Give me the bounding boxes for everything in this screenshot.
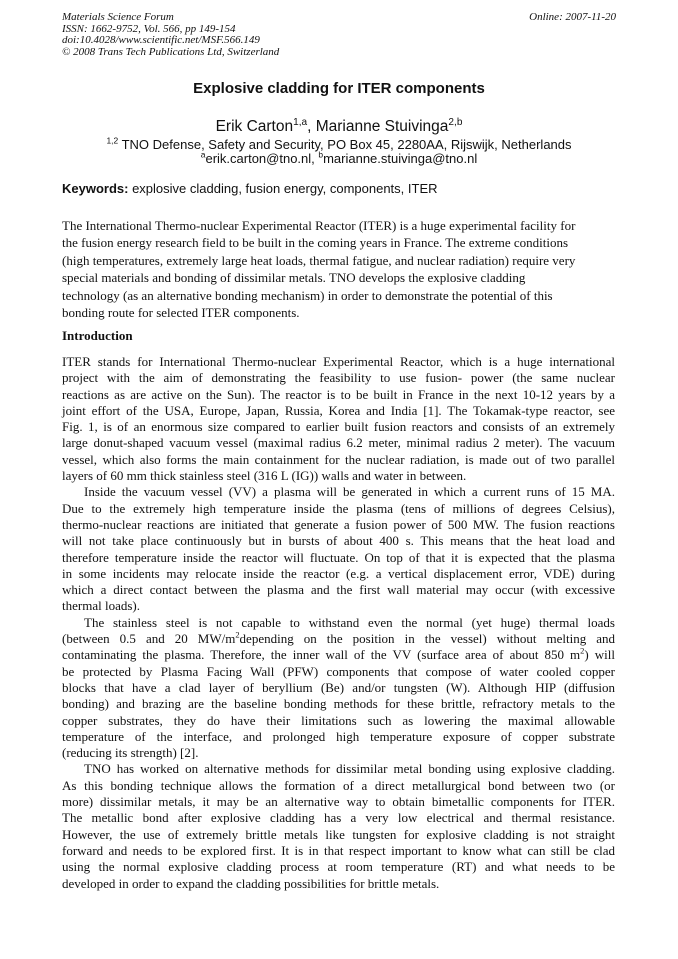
text-line: ITER stands for International Thermo-nuclear Experimental Reactor, which is a huge international bbox=[62, 354, 615, 369]
paragraph bbox=[62, 761, 615, 891]
text-line: The metallic bond after explosive cladding has a very low electrical and thermal resistance. bbox=[62, 810, 615, 826]
text-line: forward and needs to be explored first. It is in that respect important to know what can still be clad bbox=[62, 842, 615, 858]
text-line: copper substrates, they do have their limitations such as lowering the maximal allowable bbox=[62, 712, 615, 728]
section-heading: Introduction bbox=[62, 328, 133, 343]
journal-info bbox=[62, 12, 279, 58]
superscript: 2 bbox=[235, 629, 240, 640]
keywords bbox=[62, 181, 438, 196]
text-line: However, the use of extremely brittle metals like tungsten for explosive cladding is not straight bbox=[62, 826, 615, 842]
text-line: thermal loads). bbox=[62, 598, 140, 614]
text-line: bonding) and brazing are the baseline bonding methods for these brittle, refractory metals to the bbox=[62, 696, 615, 712]
paragraph bbox=[62, 484, 615, 614]
text-segment: ) will bbox=[584, 647, 615, 663]
text-line: which a direct contact between the plasma and the first wall material may occur (with excessive bbox=[62, 582, 615, 598]
journal-name: Materials Science Forum bbox=[62, 11, 174, 23]
paragraph bbox=[62, 354, 615, 484]
text-line: TNO has worked on alternative methods for dissimilar metal bonding using explosive cladding. bbox=[84, 761, 615, 777]
text-line: therefore temperature inside the reactor will fluctuate. On top of that it is expected that the plasma bbox=[62, 549, 615, 565]
text-segment: contaminating the plasma. Therefore, the inner wall of the VV (surface area of about 850 m bbox=[62, 647, 581, 663]
author-2-sup: 2,b bbox=[448, 116, 463, 128]
email-2[interactable]: marianne.stuivinga@tno.nl bbox=[323, 151, 478, 166]
email-sup-a: a bbox=[200, 149, 206, 160]
text-line: in some incidents may relocate inside the reactor (e.g. a vertical displacement error, VDE) during bbox=[62, 565, 615, 581]
text-line: The stainless steel is not capable to withstand even the normal (yet huge) thermal loads bbox=[84, 614, 615, 630]
affiliation-text: TNO Defense, Safety and Security, PO Box 45, 2280AA, Rijswijk, Netherlands bbox=[118, 137, 572, 152]
text-line: developed in order to expand the cladding possibilities for brittle metals. bbox=[62, 875, 440, 891]
abstract-line: the fusion energy research field to be built in the coming years in France. The extreme conditions bbox=[62, 235, 569, 251]
text-line: (reducing its strength) [2]. bbox=[62, 745, 199, 761]
abstract-line: (high temperatures, extremely large heat loads, thermal fatigue, and nuclear radiation) require very bbox=[62, 252, 576, 268]
issn: ISSN: 1662-9752, Vol. 566, pp 149-154 bbox=[62, 22, 236, 35]
text-line: using the normal explosive cladding process at room temperature (RT) and what needs to be bbox=[62, 859, 615, 875]
text-line: As this bonding technique allows the formation of a direct metallurgical bond between two (or bbox=[62, 777, 615, 793]
superscript: 2 bbox=[580, 646, 585, 657]
text-line: large donut-shaped vacuum vessel (maximal radius 6.2 meter, minimal radius 2 meter). The vacuum bbox=[62, 435, 615, 451]
text-line: will not take place continuously but in bursts of about 400 s. This means that the heat load and bbox=[62, 533, 615, 549]
text-line bbox=[62, 647, 615, 663]
body-text bbox=[62, 354, 615, 892]
text-segment: (between 0.5 and 20 MW/m bbox=[62, 631, 236, 647]
text-line: be protected by Plasma Facing Wall (PFW) components that compose of water cooled copper bbox=[62, 663, 615, 679]
abstract-line: technology (as an alternative bonding mechanism) in order to demonstrate the potential of this bbox=[62, 287, 553, 303]
text-segment: depending on the position in the vessel) without melting and bbox=[239, 631, 616, 647]
abstract-line: The International Thermo-nuclear Experimental Reactor (ITER) is a huge experimental facility for bbox=[62, 218, 576, 233]
author-1: Erik Carton bbox=[215, 118, 294, 135]
text-line: layers of 60 mm thick stainless steel (316 L (IG)) walls and water in between. bbox=[62, 468, 467, 484]
abstract-line: bonding route for selected ITER components. bbox=[62, 305, 300, 321]
paragraph bbox=[62, 615, 615, 762]
email-sup-b: b bbox=[318, 149, 324, 160]
text-line: more) dissimilar metals, it may be an alternative way to obtain bimetallic components for ITER. bbox=[62, 794, 615, 810]
affiliation bbox=[0, 137, 678, 152]
text-line: reactions as are active on the Sun). The reactor is to be built in France in the next 10-12 years by a bbox=[62, 386, 615, 402]
author-1-sup: 1,a bbox=[293, 116, 308, 128]
keywords-label: Keywords: bbox=[62, 181, 129, 196]
paper-title: Explosive cladding for ITER components bbox=[193, 80, 485, 97]
email-1[interactable]: erik.carton@tno.nl, bbox=[205, 151, 319, 166]
text-line: project with the aim of demonstrating the feasibility to use fusion- power (the same nuclear bbox=[62, 370, 615, 386]
text-line: blocks that have a clad layer of beryllium (Be) and/or tungsten (W). Although HIP (diffusion bbox=[62, 679, 615, 695]
emails bbox=[0, 151, 678, 166]
text-line: vessel, which also forms the main containment for the nuclear radiation, is made out of two parallel bbox=[62, 451, 615, 467]
abstract-line: special materials and bonding of dissimilar metals. TNO develops the explosive cladding bbox=[62, 270, 526, 286]
abstract bbox=[62, 217, 622, 321]
author-sep: , bbox=[307, 118, 316, 135]
text-line: temperature of the interface, and prolonged high temperature exposure of copper substrate bbox=[62, 728, 615, 744]
text-line: Due to the extremely high temperature inside the plasma (tens of millions of degrees Celsius), bbox=[62, 500, 615, 516]
keywords-text: explosive cladding, fusion energy, components, ITER bbox=[128, 181, 438, 196]
text-line: Fig. 1, is of an enormous size compared to earlier built fusion reactors and consists of an extremely bbox=[62, 419, 615, 435]
text-line: joint effort of the USA, Europe, Japan, Russia, Korea and India [1]. The Tokamak-type reactor, see bbox=[62, 402, 615, 418]
text-line: Inside the vacuum vessel (VV) a plasma will be generated in which a current runs of 15 MA. bbox=[84, 484, 615, 500]
copyright: © 2008 Trans Tech Publications Ltd, Switzerland bbox=[62, 45, 280, 58]
doi: doi:10.4028/www.scientific.net/MSF.566.149 bbox=[62, 34, 260, 47]
author-2: Marianne Stuivinga bbox=[315, 118, 449, 135]
text-line: thermo-nuclear reactions are initiated that generate a fusion power of 500 MW. The fusion reactions bbox=[62, 516, 615, 532]
text-line bbox=[62, 631, 615, 647]
online-date: Online: 2007-11-20 bbox=[529, 11, 616, 23]
affiliation-sup: 1,2 bbox=[106, 135, 119, 146]
authors bbox=[0, 118, 678, 136]
